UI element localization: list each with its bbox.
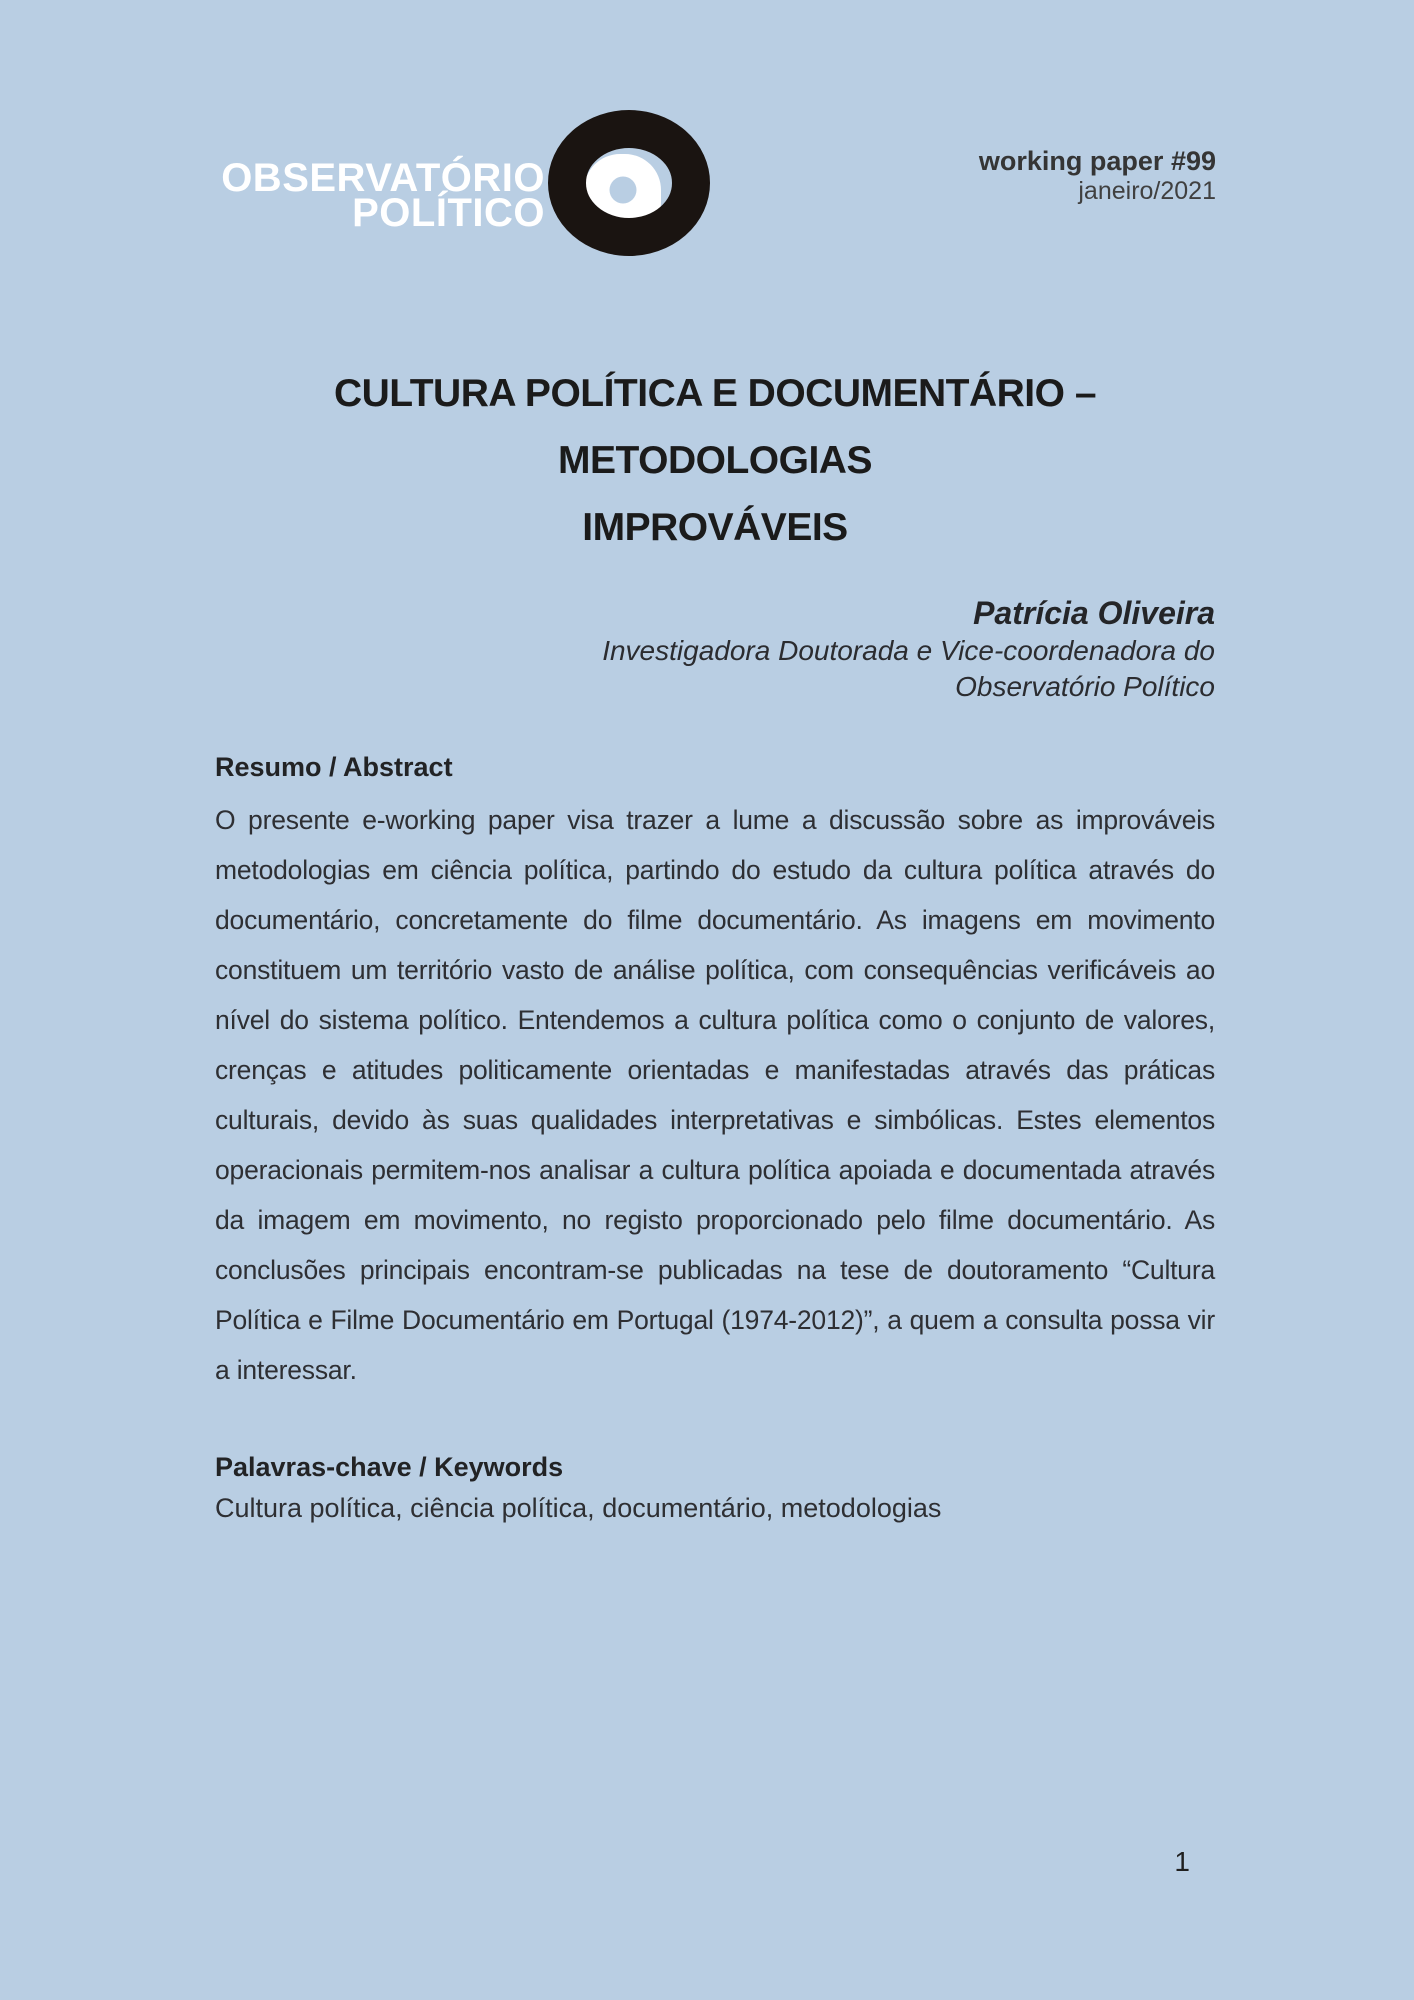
logo-wordmark-line2: POLÍTICO [352, 191, 545, 235]
page-number: 1 [1174, 1846, 1190, 1877]
keywords-text: Cultura política, ciência política, documentário, metodologias [215, 1493, 942, 1523]
logo-wordmark [150, 156, 545, 235]
author-name: Patrícia Oliveira [973, 595, 1215, 631]
page-title-line2: IMPROVÁVEIS [582, 506, 848, 549]
author-role-line1: Investigadora Doutorada e Vice-coordenadora do [602, 635, 1215, 666]
page-title [215, 360, 1215, 561]
author-block [215, 593, 1215, 705]
abstract-heading: Resumo / Abstract [215, 752, 453, 782]
paper-date: janeiro/2021 [1078, 177, 1216, 205]
logo-wordmark-line1: OBSERVATÓRIO [221, 156, 545, 200]
author-role-line2: Observatório Político [955, 671, 1215, 702]
page-title-line1: CULTURA POLÍTICA E DOCUMENTÁRIO – METODOLOGIAS [333, 372, 1097, 482]
abstract-text: O presente e-working paper visa trazer a lume a discussão sobre as improváveis metodologias em ciência política, partindo do estudo da cultura política através do documentário, concretamente do filme documentário. As imagens em movimento constituem um território vasto de análise política, com consequências verificáveis ao nível do sistema político. Entendemos a cultura política como o conjunto de valores, crenças e atitudes politicamente orientadas e manifestadas através das práticas culturais, devido às suas qualidades interpretativas e simbólicas. Estes elementos operacionais permitem-nos analisar a cultura política apoiada e documentada através da imagem em movimento, no registo proporcionado pelo filme documentário. As conclusões principais encontram-se publicadas na tese de doutoramento “Cultura Política e Filme Documentário em Portugal (1974-2012)”, a quem a consulta possa vir a interessar. [215, 805, 1215, 1385]
observatorio-politico-logo-icon [548, 110, 710, 257]
paper-issue: working paper #99 [978, 146, 1216, 176]
keywords-heading: Palavras-chave / Keywords [215, 1452, 564, 1482]
paper-meta [979, 146, 1216, 206]
